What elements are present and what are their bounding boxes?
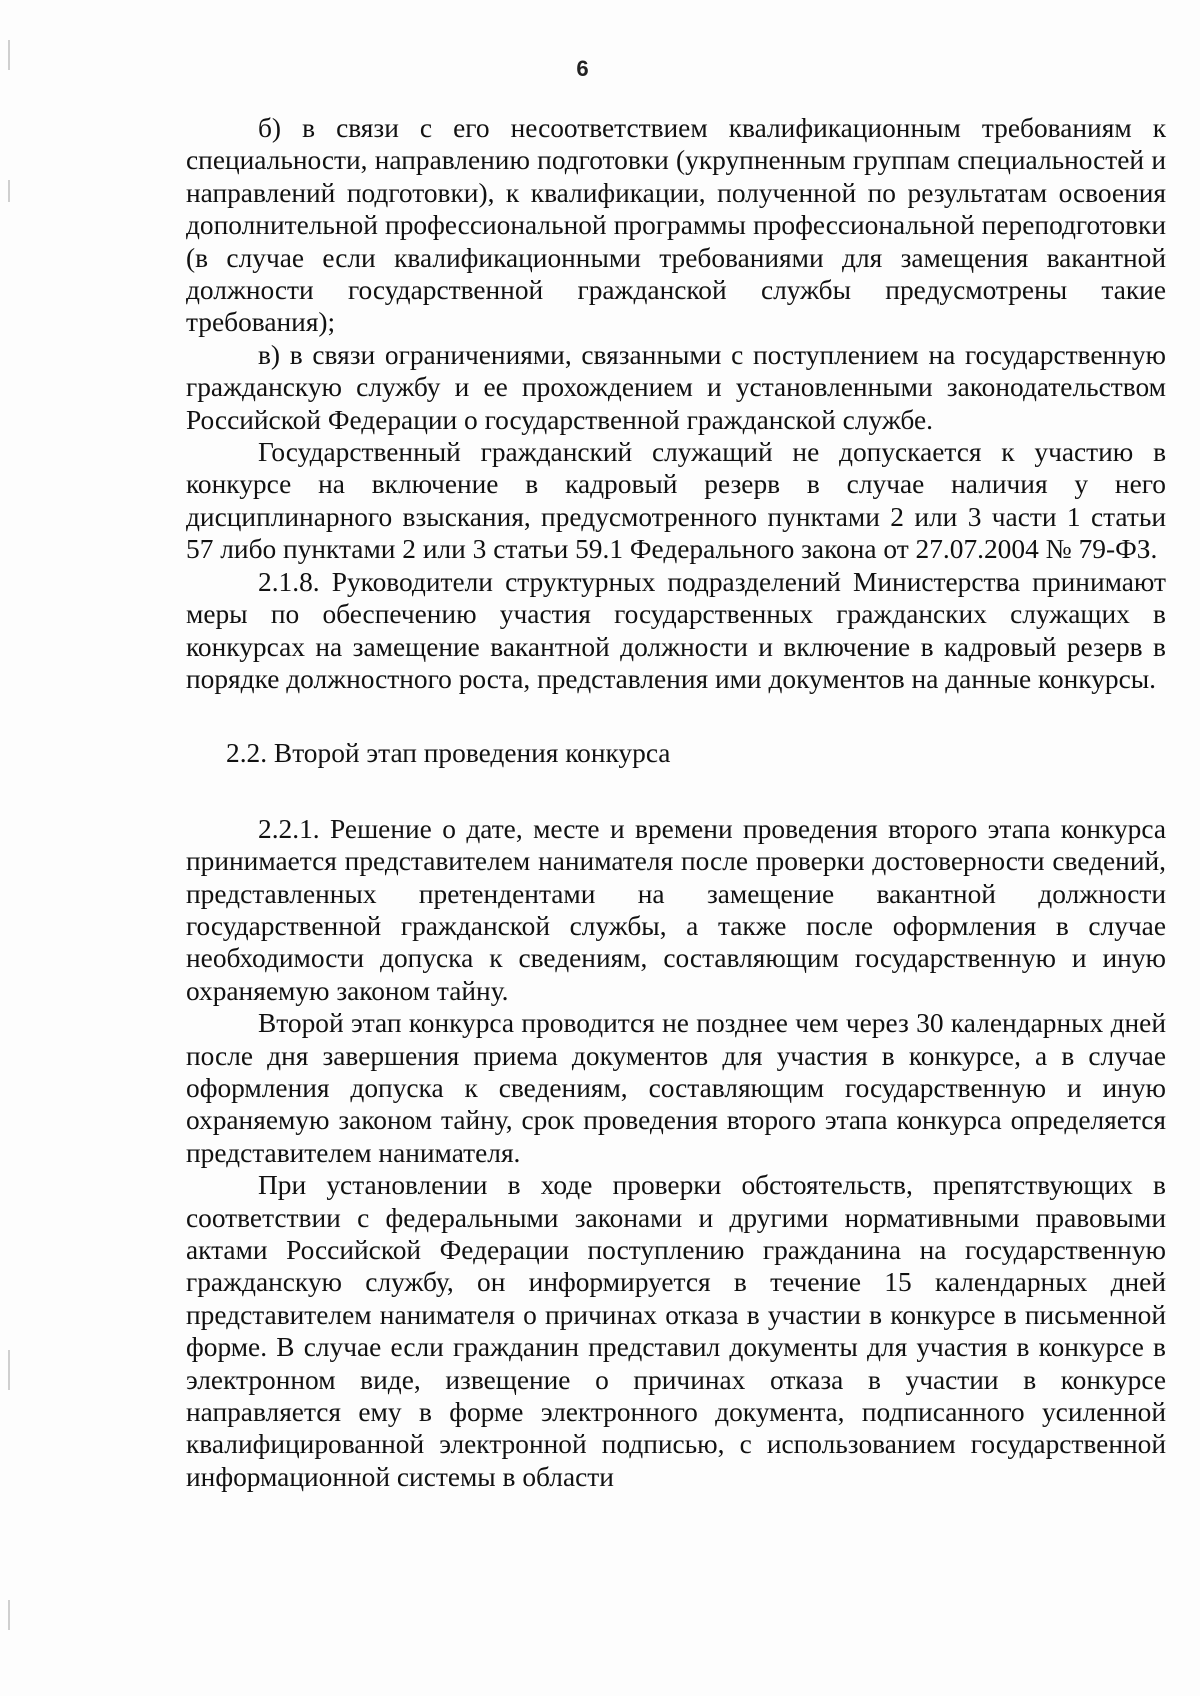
paragraph-2-1-8: 2.1.8. Руководители структурных подразделений Министерства принимают меры по обеспечению участия государственных гражданских служащих в конкурсах на замещение вакантной должности и включение в кадровый резерв в порядке должностного роста, представления ими документов на данные конкурсы. bbox=[186, 566, 1166, 694]
spacer bbox=[186, 770, 1166, 813]
paragraph-qualification-mismatch: б) в связи с его несоответствием квалификационным требованиям к специальности, направлению подготовки (укрупненным группам специальностей и направлений подготовки), к квалификации, полученной по результатам освоения дополнительной профессиональной программы профессиональной переподготовки (в случае если квалификационными требованиями для замещения вакантной должности государственной гражданской службы предусмотрены такие требования); bbox=[186, 113, 1166, 338]
page-number: 6 bbox=[576, 56, 589, 81]
spacer bbox=[186, 695, 1166, 737]
paragraph-2-2-1: 2.2.1. Решение о дате, месте и времени проведения второго этапа конкурса принимается представителем нанимателя после проверки достоверности сведений, представленных претендентами на замещение вакантной должности государственной гражданской службы, а также после оформления в случае необходимости допуска к сведениям, составляющим государственную и иную охраняемую законом тайну. bbox=[186, 813, 1166, 1006]
scan-edge-mark bbox=[8, 1600, 10, 1630]
paragraph-refusal-notification: При установлении в ходе проверки обстоятельств, препятствующих в соответствии с федеральными законами и другими нормативными правовыми актами Российской Федерации поступлению гражданина на государственную гражданскую службу, он информируется в течение 15 календарных дней представителем нанимателя о причинах отказа в участии в конкурсе в письменной форме. В случае если гражданин представил документы для участия в конкурсе в электронном виде, извещение о причинах отказа в участии в конкурсе направляется ему в форме электронного документа, подписанного усиленной квалифицированной электронной подписью, с использованием государственной информационной системы в области bbox=[186, 1170, 1166, 1492]
paragraph-disciplinary-penalty: Государственный гражданский служащий не допускается к участию в конкурсе на включение в кадровый резерв в случае наличия у него дисциплинарного взыскания, предусмотренного пунктами 2 или 3 части 1 статьи 57 либо пунктами 2 или 3 статьи 59.1 Федерального закона от 27.07.2004 № 79-ФЗ. bbox=[186, 437, 1166, 565]
section-heading-2-2: 2.2. Второй этап проведения конкурса bbox=[226, 738, 671, 769]
paragraph-service-restrictions: в) в связи ограничениями, связанными с поступлением на государственную гражданскую службу и ее прохождением и установленными законодательством Российской Федерации о государственной гражданской службе. bbox=[186, 339, 1166, 435]
scan-edge-mark bbox=[8, 1350, 10, 1390]
paragraph-second-stage-deadline: Второй этап конкурса проводится не позднее чем через 30 календарных дней после дня завершения приема документов для участия в конкурсе, а в случае оформления допуска к сведениям, составляющим государственную и иную охраняемую законом тайну, срок проведения второго этапа конкурса определяется представителем нанимателя. bbox=[186, 1008, 1166, 1168]
scan-edge-mark bbox=[8, 180, 10, 202]
document-body bbox=[186, 112, 1166, 1493]
